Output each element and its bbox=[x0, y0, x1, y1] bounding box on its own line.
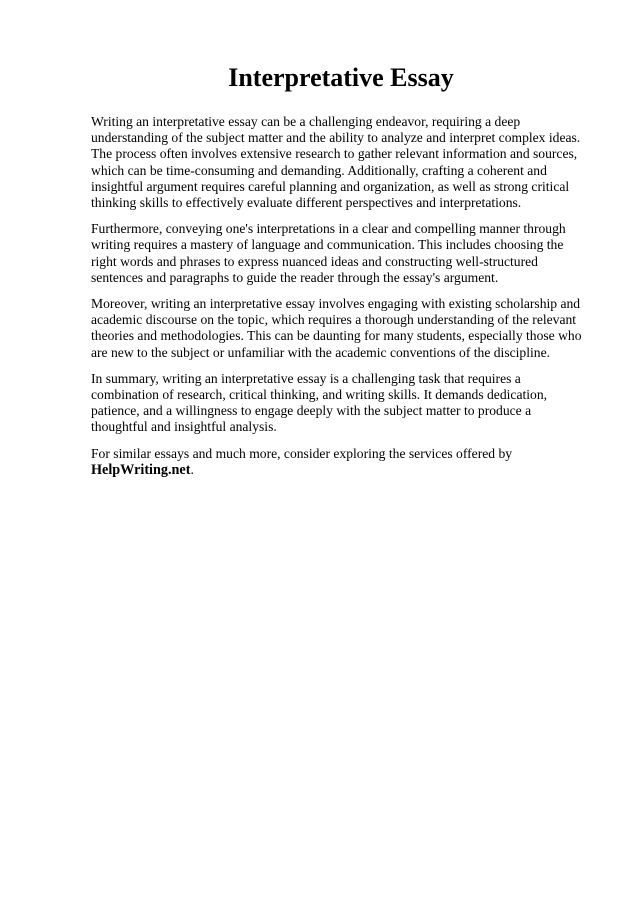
closing-text: For similar essays and much more, consider exploring the services offered by bbox=[91, 445, 513, 461]
document-title: Interpretative Essay bbox=[228, 63, 454, 92]
closing-period: . bbox=[190, 461, 194, 477]
helpwriting-link[interactable]: HelpWriting.net bbox=[91, 461, 191, 478]
paragraph-4: In summary, writing an interpretative essay is a challenging task that requires a combination of research, critical thinking, and writing skills. It demands dedication, patience, and a willingness to engage deeply with the subject matter to produce a thoughtful and insightful analysis. bbox=[91, 370, 548, 435]
paragraph-3: Moreover, writing an interpretative essay involves engaging with existing scholarship and academic discourse on the topic, which requires a thorough understanding of the relevant theories and methodologies. This can be daunting for many students, especially those who are new to the subject or unfamiliar with the academic conventions of the discipline. bbox=[91, 296, 582, 360]
document-body bbox=[91, 114, 591, 478]
paragraph-2: Furthermore, conveying one's interpretations in a clear and compelling manner through writing requires a mastery of language and communication. This includes choosing the right words and phrases to express nuanced ideas and constructing well-structured sentences and paragraphs to guide the reader through the essay's argument. bbox=[91, 221, 566, 285]
paragraph-1: Writing an interpretative essay can be a challenging endeavor, requiring a deep understanding of the subject matter and the ability to analyze and interpret complex ideas. The process often involves extensive research to gather relevant information and sources, which can be time-consuming and demanding. Additionally, crafting a coherent and insightful argument requires careful planning and organization, as well as strong critical thinking skills to effectively evaluate different perspectives and interpretations. bbox=[91, 114, 581, 211]
closing-paragraph bbox=[91, 446, 591, 478]
